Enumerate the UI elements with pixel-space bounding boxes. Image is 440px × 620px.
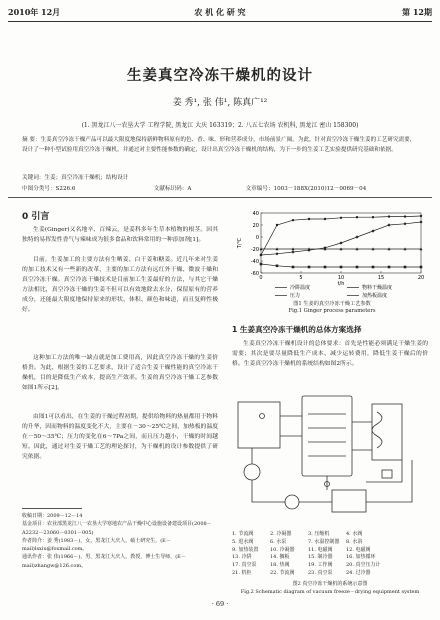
section-1-heading: 1 生姜真空冷冻干燥机的总体方案选择 <box>232 325 362 334</box>
footnote-rule <box>22 508 82 509</box>
y-axis-label: T/℃ <box>237 237 243 249</box>
fig2-legend <box>232 531 428 596</box>
gauge <box>382 470 392 478</box>
keywords: 关键词：生姜；真空冷冻干燥机；结构设计 <box>22 175 129 181</box>
drying-chamber <box>302 396 352 476</box>
abstract: 摘 要：生姜真空冷冻干燥产品可以最大限度地保持新鲜物料原有的色、香、味、形和营养成分，市场前景广阔。为此，针对真空冷冻干燥生姜的工艺研究需要，设计了一种小型试验用真空冷冻干燥机，并通过对主要性能参数的确定，设计出真空冷冻干燥机的结构，为下一步的生姜工艺实验提供研究基础和依据。 <box>22 137 416 153</box>
left-paragraph: 生姜(Ginger)又名地辛、百辣云，是姜科多年生草本植物的根茎。因其独特的易挥发性香气与辣味成为很多食品和饮料常用的一种添加剂[1]。 <box>22 227 218 243</box>
pipes <box>280 416 372 450</box>
fig1-caption-en: Fig.1 Ginger process parameters <box>288 308 376 314</box>
x-axis-label: t/h <box>337 281 345 287</box>
legend-row: 17. 真空泵 18. 热阀 19. 工作阀 20. 真空压力计 <box>232 562 381 569</box>
fig2-caption-en: Fig.2 Schematic diagram of vacuum freeze－drying equipment system <box>240 588 420 595</box>
header-issue: 第 12期 <box>402 7 432 17</box>
series-point <box>388 266 391 269</box>
series-point <box>324 266 327 269</box>
cold-trap <box>372 404 402 460</box>
series-point <box>372 266 375 269</box>
header-journal: 农 机 化 研 究 <box>194 7 246 17</box>
series-point <box>403 222 406 225</box>
footnote-received: 收稿日期：2009－12－14 <box>22 513 83 519</box>
header-date: 2010年 12月 <box>8 7 61 17</box>
series-point <box>276 265 279 268</box>
series-point <box>388 215 390 217</box>
header-rule <box>8 21 432 22</box>
series-point <box>276 224 278 226</box>
condenser-box <box>238 402 280 448</box>
vacuum-pump <box>285 495 299 509</box>
x-tick-label: 0 <box>259 275 263 281</box>
series-point <box>275 252 278 255</box>
legend-row: 13. 冷阱 14. 搁板 15. 制冷器 16. 加热循环 <box>232 554 376 561</box>
series-point <box>292 219 294 221</box>
authors: 姜 秀¹, 张 伟¹, 陈真广¹² <box>172 98 268 108</box>
system-schematic <box>232 392 428 532</box>
y-tick-label: -20 <box>250 246 259 253</box>
series-point <box>340 217 342 219</box>
legend-row: 1. 节流阀 2. 冷凝器 3. 压缩机 4. 水阀 <box>232 531 363 537</box>
series-point <box>419 220 422 223</box>
classification-line <box>22 184 418 194</box>
series-point <box>371 229 374 232</box>
x-tick-label: 5 <box>299 275 303 281</box>
x-tick-label: 20 <box>417 275 425 281</box>
y-tick-label: 0 <box>255 234 259 241</box>
doc-code: 文献标识码：A <box>153 186 192 192</box>
series-point <box>372 216 374 218</box>
series-point <box>308 266 311 269</box>
series-point <box>340 266 343 269</box>
legend-label: 加热板温度 <box>362 293 388 299</box>
fig1-caption-cn: 图1 生姜的真空冷冻干燥工艺参数 <box>293 301 371 307</box>
series-point <box>356 216 358 218</box>
right-paragraph: 生姜真空冷冻干燥机设计的总体要求：首先是性能必须满足干燥生姜的需要；其次是要尽量降低生产成本、减少运转费用，降低生姜干燥后的价格。生姜真空冷冻干燥机的系统结构如图2所示。 <box>232 341 428 367</box>
x-tick-label: 10 <box>337 275 345 281</box>
abstract-rule <box>8 197 432 198</box>
left-paragraph: 目前，生姜加工的主要方法有生晒姜、白干姜和糖姜。近几年来对生姜的加工技术又有一些新的改革，主要的加工方法有远红外干燥、微波干燥和真空冷冻干燥。真空冷冻干燥技术是目前加工生姜最好的方法，与其它干燥方法相比，真空冷冻干燥的生姜不但可以有效地除去水分，保留原有的营养成分，还能最大限度地保持原来的形状、体积、颜色和味道，而且复鲜性极好。 <box>22 257 218 313</box>
series-point <box>420 215 422 217</box>
footnote-funding: 基金项目：农业部黑龙江八一农垦大学寒地农产品干燥中心设施设备建设项目(2008－A2232－23060－0301－005) <box>22 521 212 536</box>
clc-number: 中图分类号：S226.6 <box>22 186 76 192</box>
legend-label: 物料干燥温度 <box>362 285 393 291</box>
x-tick-label: 15 <box>377 275 385 281</box>
section-0-heading: 0 引言 <box>22 212 50 222</box>
series-point <box>292 266 295 269</box>
footnotes <box>22 512 218 570</box>
series-point <box>324 218 326 220</box>
legend-row: 21. 机柜 22. 节流阀 23. 真空泵 24. 过冷器 <box>232 569 371 576</box>
series-point <box>355 235 358 238</box>
compressor <box>244 464 260 480</box>
series-point <box>420 266 423 269</box>
legend-row: 5. 进水阀 6. 水泵 7. 水温控制器 8. 水浴 <box>232 538 363 545</box>
series-point <box>404 215 406 217</box>
series-point <box>308 218 310 220</box>
left-paragraph: 由图1可以看出，在生姜的干燥过程初期，提供给物料的热量都用于物料的升华，因而物料的温度变化不大，主要在－30～25℃之间，加热板的温度在－50～35℃；压力的变化在6～7Pa之间，而且压力越小，干燥的时间越短。因此，通过对生姜干燥工艺的理论探讨，为干燥机的设计参数提供了研究依据。 <box>22 414 218 460</box>
valve <box>260 414 265 419</box>
running-header <box>8 7 432 19</box>
water-bath <box>332 490 366 512</box>
fig2-caption-cn: 图2 真空冷冻干燥机的系统示意图 <box>292 580 368 587</box>
legend-label: 压力 <box>290 293 301 299</box>
series-point <box>260 254 262 256</box>
affiliation: (1. 黑龙江八一农垦大学 工程学院, 黑龙江 大庆 163319；2. 八五七农场 农机科, 黑龙江 密山 158300) <box>81 122 359 129</box>
paper-title: 生姜真空冷冻干燥机的设计 <box>127 68 313 84</box>
series-point <box>291 250 294 253</box>
y-tick-label: 40 <box>252 210 259 217</box>
process-parameter-chart <box>235 207 428 315</box>
pipes <box>327 460 402 490</box>
legend-label: 冷阱温度 <box>290 285 311 291</box>
page-number: · 69 · <box>211 600 229 608</box>
y-tick-label: -40 <box>250 258 259 265</box>
series-point <box>404 266 407 269</box>
y-tick-label: -60 <box>250 270 259 277</box>
cold-trap-coil <box>372 412 382 448</box>
legend-row: 9. 加热装置 10. 冷凝器 11. 电磁阀 12. 电磁阀 <box>232 546 371 553</box>
y-tick-label: 20 <box>252 222 259 229</box>
series-point <box>356 266 359 269</box>
series-point <box>387 223 390 226</box>
footnote-author: 作者简介：姜 秀(1983－)，女，黑龙江大庆人，硕士研究生，(E－mail)lsxiu@foxmail.com。 <box>22 537 171 553</box>
series-point <box>260 263 263 266</box>
footnote-corresponding: 通讯作者：张 伟(1966－)，男，黑龙江大庆人，教授，博士生导师，(E－mail)zhangw@126.com。 <box>22 554 186 569</box>
article-number: 文章编号：1003－188X(2010)12－0069－04 <box>245 186 367 192</box>
series-point <box>339 241 342 244</box>
left-paragraph: 这种加工方法的唯一缺点就是加工费用高，因此真空冷冻干燥的生姜价格贵。为此，根据生姜的工艺要求，设计了适合生姜干燥性能的真空冷冻干燥机，目的是降低生产成本，提高生产效率。生姜的真空冷冻干燥工艺参数如图1所示[2]。 <box>22 355 218 391</box>
